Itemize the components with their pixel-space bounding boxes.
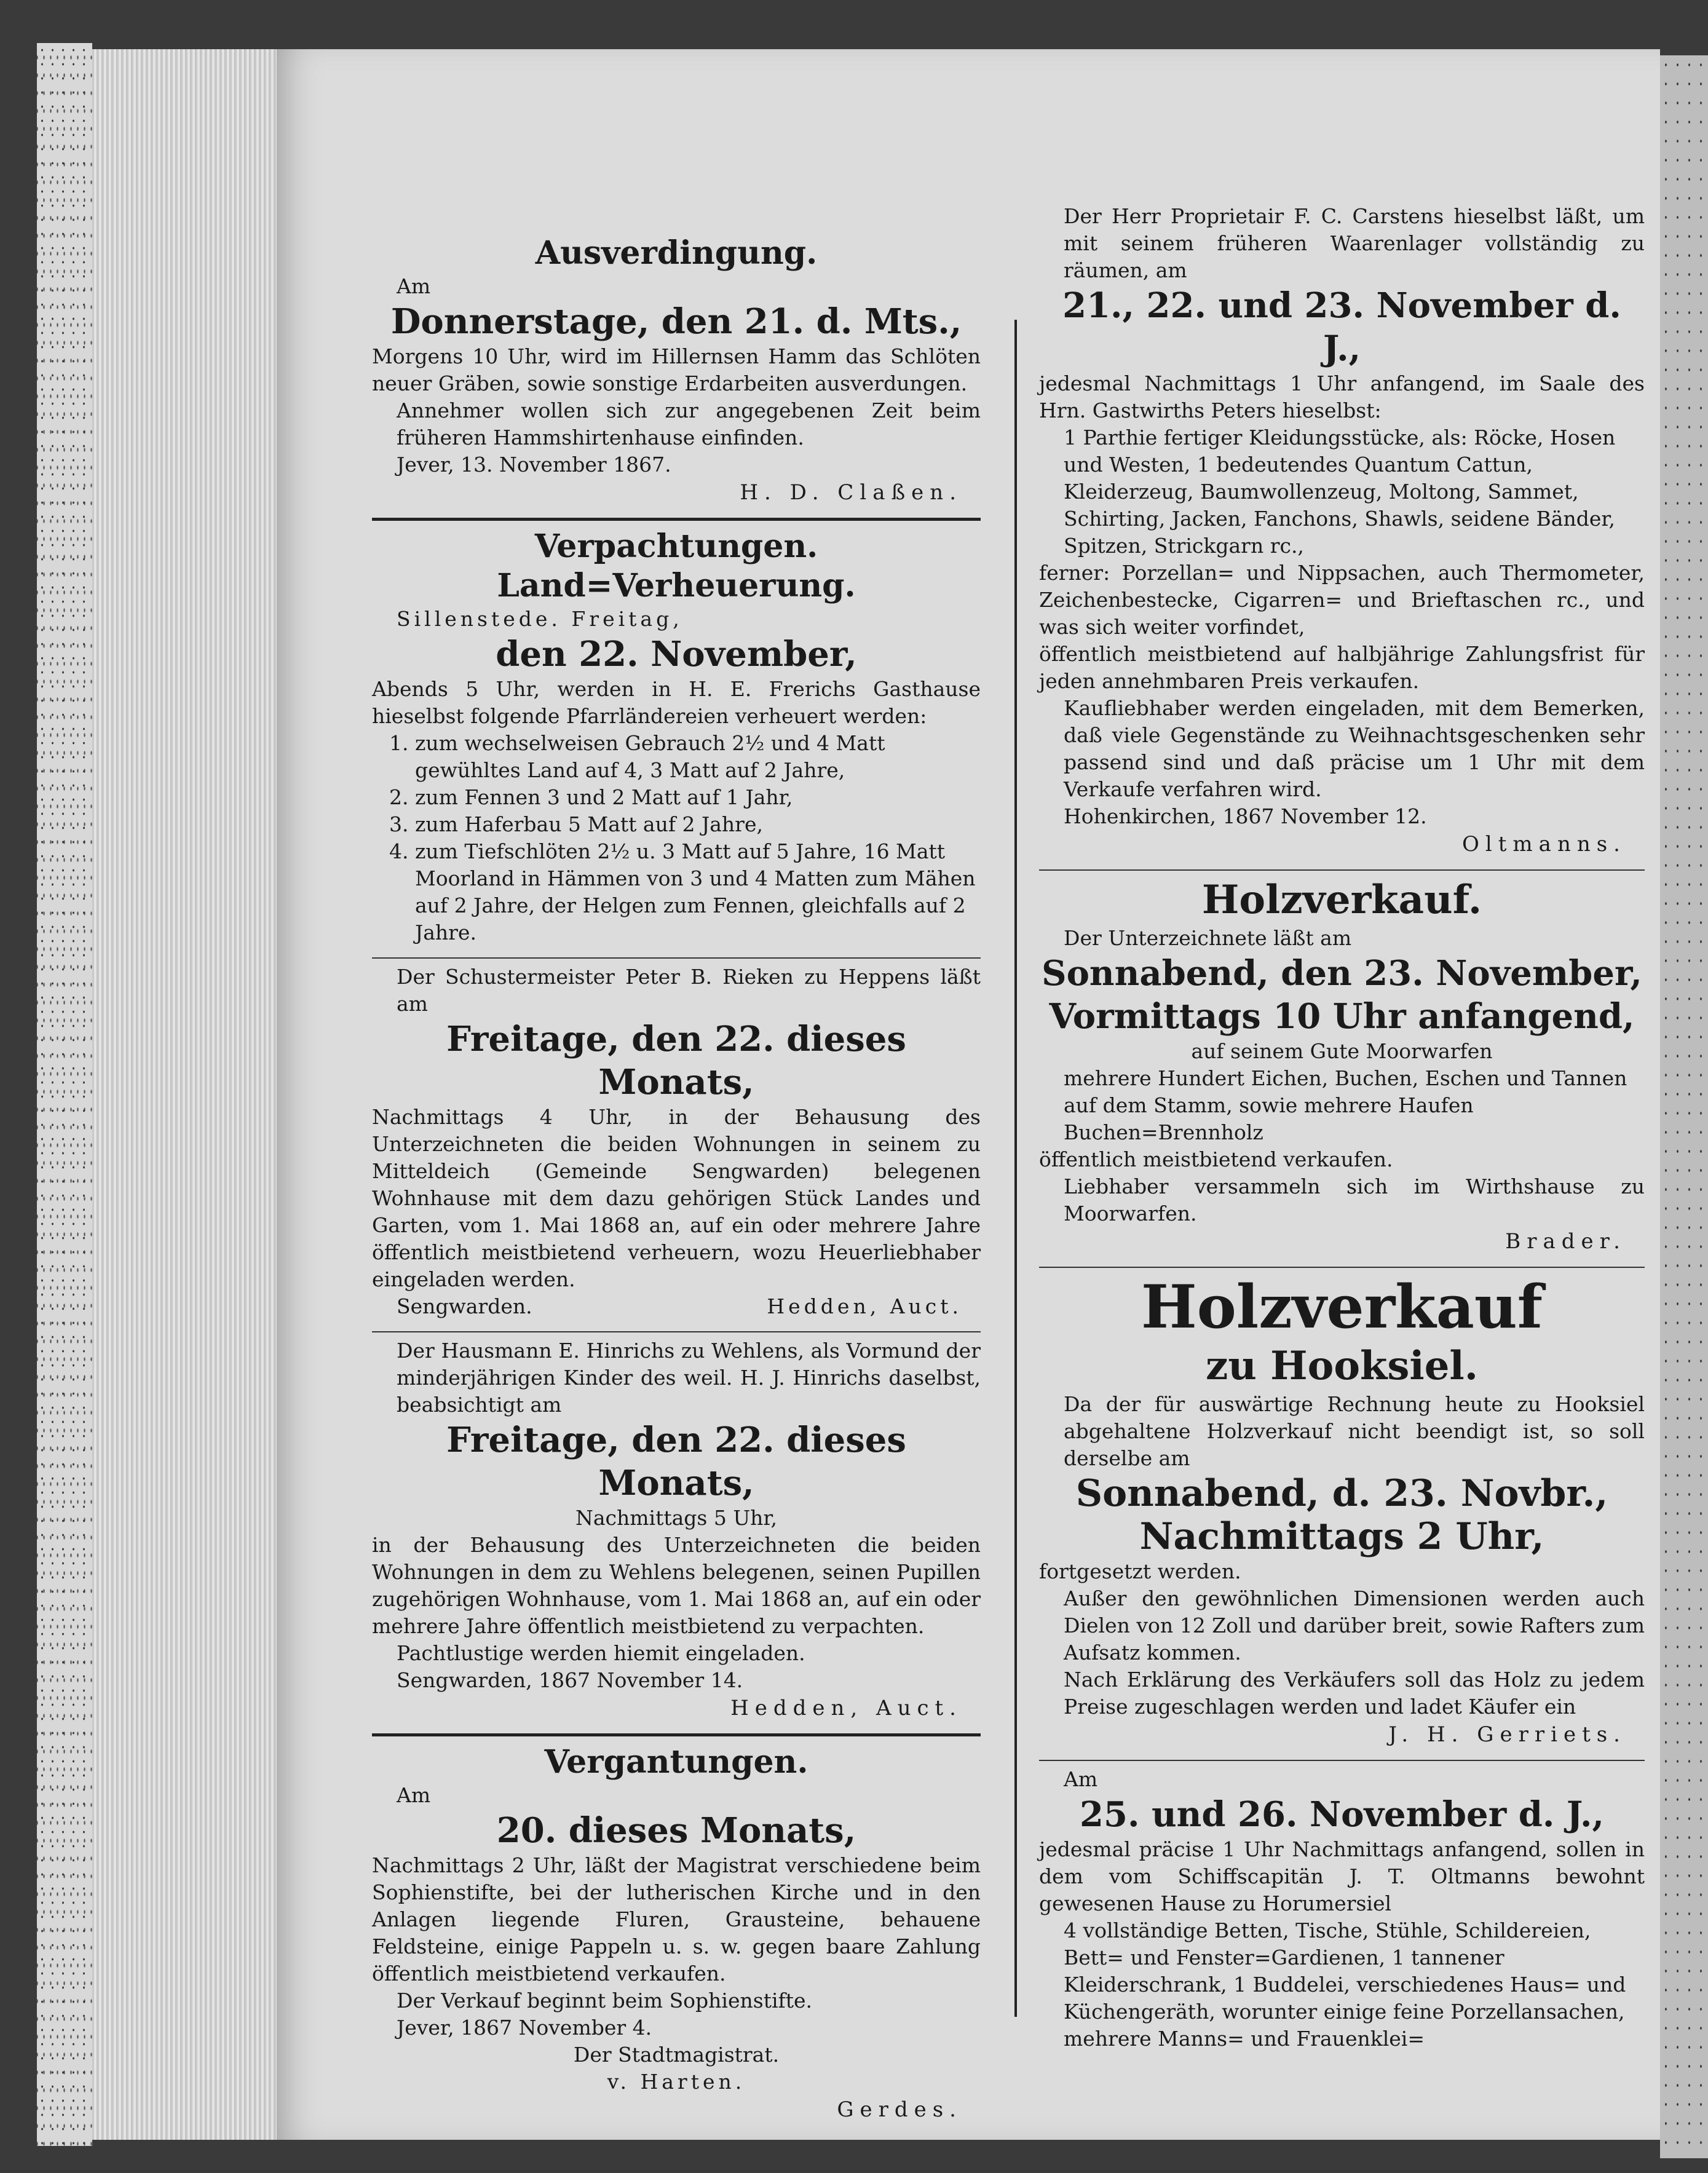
ad-authority: Der Stadtmagistrat. bbox=[573, 2043, 780, 2067]
ad-body: jedesmal präcise 1 Uhr Nachmittags anfangend, sollen in dem vom Schiffscapitän J. T. Oltmanns bewohnt gewesenen Hause zu Horumersiel bbox=[1039, 1837, 1645, 1915]
ad-intro: Der Schustermeister Peter B. Rieken zu Heppens läßt am bbox=[397, 965, 981, 1016]
ad-body: jedesmal Nachmittags 1 Uhr anfangend, im Saale des Hrn. Gastwirths Peters hieselbst: bbox=[1039, 371, 1645, 422]
ad-intro: Der Herr Proprietair F. C. Carstens hieselbst läßt, um mit seinem früheren Waarenlager vollständig zu räumen, am bbox=[1064, 204, 1645, 282]
ad-body: Da der für auswärtige Rechnung heute zu Hooksiel abgehaltene Holzverkauf nicht beendigt ist, so soll derselbe am bbox=[1064, 1392, 1645, 1470]
ad-body: Liebhaber versammeln sich im Wirthshause zu Moorwarfen. bbox=[1064, 1174, 1645, 1225]
ad-intro: Sillenstede. Freitag, bbox=[397, 607, 683, 631]
ad-body: Abends 5 Uhr, werden in H. E. Frerichs Gasthause hieselbst folgende Pfarrländereien verheuert werden: bbox=[372, 677, 981, 728]
ad-place-date: Jever, 13. November 1867. bbox=[397, 453, 671, 477]
ad-body: öffentlich meistbietend auf halbjährige Zahlungsfrist für jeden annehmbaren Preis verkaufen. bbox=[1039, 642, 1645, 693]
ad-date: Sonnabend, d. 23. Novbr., bbox=[1075, 1472, 1608, 1515]
section-rule bbox=[372, 1733, 981, 1736]
ad-date: Sonnabend, den 23. November, bbox=[1042, 953, 1642, 994]
ad-footer bbox=[372, 1293, 981, 1320]
ad-am: Am bbox=[397, 1783, 431, 1807]
ad-date: den 22. November, bbox=[496, 634, 857, 675]
ad-date: 20. dieses Monats, bbox=[496, 1810, 856, 1851]
page-stack bbox=[92, 49, 295, 2140]
ad-date: Freitage, den 22. dieses Monats, bbox=[446, 1420, 906, 1503]
ad-time: Vormittags 10 Uhr anfangend, bbox=[1049, 996, 1635, 1037]
ad-time: Nachmittags 2 Uhr, bbox=[1139, 1515, 1544, 1558]
ad-date: 21., 22. und 23. November d. J., bbox=[1062, 285, 1621, 369]
ad-am: Am bbox=[1064, 1767, 1098, 1791]
ad-signature: Hedden, Auct. bbox=[730, 1696, 962, 1720]
item-list bbox=[372, 730, 981, 946]
section-rule bbox=[372, 518, 981, 521]
ad-body: Nach Erklärung des Verkäufers soll das Holz zu jedem Preise zugeschlagen werden und ladet Käufer ein bbox=[1064, 1668, 1645, 1719]
ad-rule bbox=[372, 1331, 981, 1332]
right-column bbox=[1039, 203, 1645, 2064]
ad-item: ferner: Porzellan= und Nippsachen, auch Thermometer, Zeichenbestecke, Cigarren= und Brieftaschen rc., und was sich weiter vorfindet, bbox=[1039, 561, 1645, 639]
column-divider bbox=[1014, 320, 1017, 2017]
ad-signature: Hedden, Auct. bbox=[767, 1294, 962, 1318]
ad-place: Sengwarden. bbox=[397, 1294, 532, 1318]
ad-signature: Gerdes. bbox=[837, 2097, 962, 2122]
ad-body: Morgens 10 Uhr, wird im Hillernsen Hamm das Schlöten neuer Gräben, sowie sonstige Erdarbeiten ausverdungen. bbox=[372, 344, 981, 395]
ad-title: Ausverdingung. bbox=[535, 234, 818, 272]
ad-oltmanns-haus bbox=[1039, 1766, 1645, 2052]
ad-signature: J. H. Gerriets. bbox=[1388, 1722, 1626, 1747]
ad-body: in der Behausung des Unterzeichneten die beiden Wohnungen in dem zu Wehlens belegenen, seinen Pupillen zugehörigen Wohnhause, vom 1. Mai 1868 an, auf ein oder mehrere Jahre öffentlich meistbietend zu verpachten. bbox=[372, 1533, 981, 1638]
ad-place-date: Jever, 1867 November 4. bbox=[397, 2016, 652, 2040]
ad-place-date: Hohenkirchen, 1867 November 12. bbox=[1064, 804, 1427, 828]
ad-body: fortgesetzt werden. bbox=[1039, 1559, 1241, 1583]
book-edge-right bbox=[1660, 55, 1708, 2158]
ad-holzverkauf-moorwarfen bbox=[1039, 876, 1645, 1256]
ad-rieken bbox=[372, 964, 981, 1320]
list-item: 1. zum wechselweisen Gebrauch 2½ und 4 Matt gewühltes Land auf 4, 3 Matt auf 2 Jahre, bbox=[415, 730, 981, 784]
ad-item: 1 Parthie fertiger Kleidungsstücke, als: Röcke, Hosen und Westen, 1 bedeutendes Quantum Cattun, Kleiderzeug, Baumwollenzeug, Moltong, Sammet, Schirting, Jacken, Fanchons, Shawls, seidene Bänder, Spitzen, Strickgarn rc., bbox=[1064, 425, 1616, 558]
ad-rule bbox=[1039, 1267, 1645, 1268]
ad-signature: H. D. Claßen. bbox=[740, 480, 962, 505]
ad-body: Außer den gewöhnlichen Dimensionen werden auch Dielen von 12 Zoll und darüber breit, sowie Rafters zum Aufsatz kommen. bbox=[1064, 1586, 1645, 1664]
ad-signature: Brader. bbox=[1505, 1229, 1626, 1254]
section-heading: Verpachtungen. bbox=[534, 528, 818, 565]
ad-body: Der Verkauf beginnt beim Sophienstifte. bbox=[397, 1989, 813, 2013]
book-edge-left bbox=[37, 43, 92, 2146]
list-item: 2. zum Fennen 3 und 2 Matt auf 1 Jahr, bbox=[415, 784, 981, 811]
ad-signature: v. Harten. bbox=[607, 2070, 746, 2094]
ad-land-verheuerung bbox=[372, 527, 981, 946]
ad-date: 25. und 26. November d. J., bbox=[1080, 1794, 1604, 1835]
list-item: 4. zum Tiefschlöten 2½ u. 3 Matt auf 5 Jahre, 16 Matt Moorland in Hämmen von 3 und 4 Matten zum Mähen auf 2 Jahre, der Helgen zum Fennen, gleichfalls auf 2 Jahre. bbox=[415, 838, 981, 946]
ad-rule bbox=[1039, 1760, 1645, 1761]
section-heading: Vergantungen. bbox=[544, 1743, 809, 1781]
ad-body: Nachmittags 2 Uhr, läßt der Magistrat verschiedene beim Sophienstifte, bei der lutherischen Kirche und in den Anlagen liegende Fluren, Grausteine, behauene Feldsteine, einige Pappeln u. s. w. gegen baare Zahlung öffentlich meistbietend verkaufen. bbox=[372, 1853, 981, 1985]
ad-date: Freitage, den 22. dieses Monats, bbox=[446, 1019, 906, 1102]
ad-title: Land=Verheuerung. bbox=[497, 567, 856, 604]
ad-title: Holzverkauf bbox=[1141, 1272, 1543, 1342]
ad-place-date: Sengwarden, 1867 November 14. bbox=[397, 1668, 743, 1692]
ad-hinrichs bbox=[372, 1337, 981, 1722]
ad-signature: Oltmanns. bbox=[1462, 832, 1626, 857]
ad-rule bbox=[1039, 869, 1645, 871]
ad-intro: Der Hausmann E. Hinrichs zu Wehlens, als Vormund der minderjährigen Kinder des weil. H. J. Hinrichs daselbst, beabsichtigt am bbox=[397, 1339, 981, 1417]
ad-body: mehrere Hundert Eichen, Buchen, Eschen und Tannen auf dem Stamm, sowie mehrere Haufen Buchen=Brennholz bbox=[1064, 1066, 1627, 1144]
ad-body: 4 vollständige Betten, Tische, Stühle, Schildereien, Bett= und Fenster=Gardienen, 1 tannener Kleiderschrank, 1 Buddelei, verschiedenes Haus= und Küchengeräth, worunter einige feine Porzellansachen, mehrere Manns= und Frauenklei= bbox=[1064, 1918, 1626, 2051]
ad-body: öffentlich meistbietend verkaufen. bbox=[1039, 1147, 1393, 1171]
ad-vergantungen bbox=[372, 1743, 981, 2124]
ad-intro: Der Unterzeichnete läßt am bbox=[1064, 926, 1352, 950]
ad-ausverdingung bbox=[372, 234, 981, 507]
ad-body: Pachtlustige werden hiemit eingeladen. bbox=[397, 1641, 805, 1665]
ad-subtitle: zu Hooksiel. bbox=[1206, 1343, 1478, 1389]
list-item: 3. zum Haferbau 5 Matt auf 2 Jahre, bbox=[415, 811, 981, 838]
ad-location: auf seinem Gute Moorwarfen bbox=[1191, 1039, 1493, 1063]
ad-holzverkauf-hooksiel bbox=[1039, 1273, 1645, 1749]
ad-body: Nachmittags 4 Uhr, in der Behausung des Unterzeichneten die beiden Wohnungen in seinem zu Mitteldeich (Gemeinde Sengwarden) belegenen Wohnhause mit dem dazu gehörigen Stück Landes und Garten, vom 1. Mai 1868 an, auf ein oder mehrere Jahre öffentlich meistbietend verheuern, wozu Heuerliebhaber eingeladen werden. bbox=[372, 1105, 981, 1291]
ad-time: Nachmittags 5 Uhr, bbox=[575, 1506, 778, 1530]
ad-title: Holzverkauf. bbox=[1201, 877, 1482, 923]
ad-carstens bbox=[1039, 203, 1645, 858]
ad-date: Donnerstage, den 21. d. Mts., bbox=[390, 301, 962, 342]
ad-body: Kaufliebhaber werden eingeladen, mit dem Bemerken, daß viele Gegenstände zu Weihnachtsgeschenken sehr passend sind und daß präcise um 1 Uhr mit dem Verkaufe verfahren wird. bbox=[1064, 696, 1645, 801]
ad-rule bbox=[372, 957, 981, 959]
ad-am: Am bbox=[397, 274, 431, 298]
ad-body: Annehmer wollen sich zur angegebenen Zeit beim früheren Hammshirtenhause einfinden. bbox=[397, 398, 981, 449]
left-column bbox=[372, 234, 981, 2135]
